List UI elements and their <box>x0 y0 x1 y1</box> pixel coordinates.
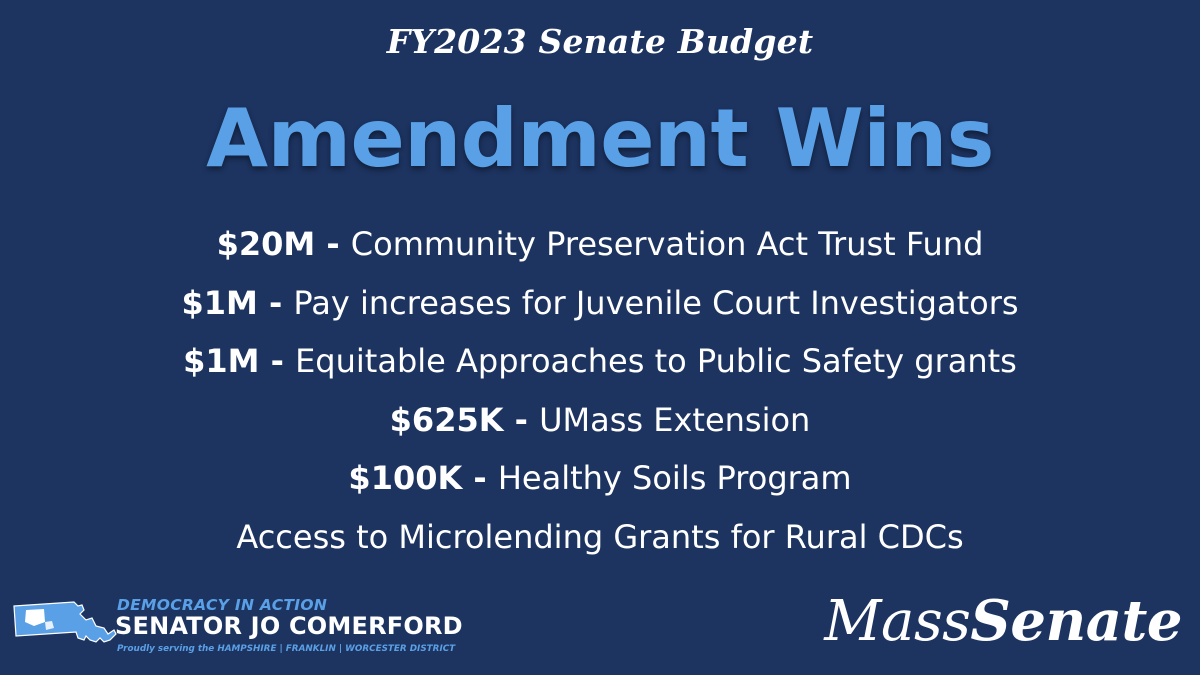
win-text: Community Preservation Act Trust Fund <box>350 225 984 263</box>
win-text: UMass Extension <box>539 400 811 439</box>
win-separator: - <box>315 225 351 263</box>
win-item <box>0 515 1200 574</box>
headline-title: Amendment Wins <box>206 92 994 185</box>
win-amount: $625K <box>389 400 504 439</box>
win-item <box>0 281 1200 340</box>
win-separator: - <box>257 283 294 322</box>
mass-senate-brand <box>824 588 1182 654</box>
win-amount: $20M <box>216 225 316 263</box>
win-item <box>0 339 1200 398</box>
senator-logo <box>12 594 482 664</box>
logo-district-line: Proudly serving the HAMPSHIRE | FRANKLIN | WORCESTER DISTRICT <box>117 644 456 654</box>
win-item <box>0 456 1200 515</box>
win-text: Equitable Approaches to Public Safety grants <box>295 342 1017 380</box>
win-text: Pay increases for Juvenile Court Investigators <box>293 283 1019 322</box>
win-separator: - <box>462 459 498 497</box>
logo-senator-name: SENATOR JO COMERFORD <box>115 612 463 640</box>
win-amount: $1M <box>183 342 260 380</box>
logo-tagline: DEMOCRACY IN ACTION <box>117 596 328 614</box>
amendment-wins-list <box>0 222 1200 573</box>
win-amount: $1M <box>181 283 258 322</box>
win-separator: - <box>503 400 540 439</box>
win-separator: - <box>259 342 296 380</box>
win-amount: $100K <box>348 459 463 497</box>
brand-part-2: Senate <box>970 588 1182 654</box>
win-text: Access to Microlending Grants for Rural CDCs <box>236 517 964 556</box>
brand-part-1: Mass <box>824 589 971 654</box>
budget-subtitle: FY2023 Senate Budget <box>386 22 814 61</box>
win-text: Healthy Soils Program <box>497 459 852 497</box>
win-item <box>0 222 1200 281</box>
massachusetts-map-icon <box>12 596 117 658</box>
win-item <box>0 398 1200 457</box>
